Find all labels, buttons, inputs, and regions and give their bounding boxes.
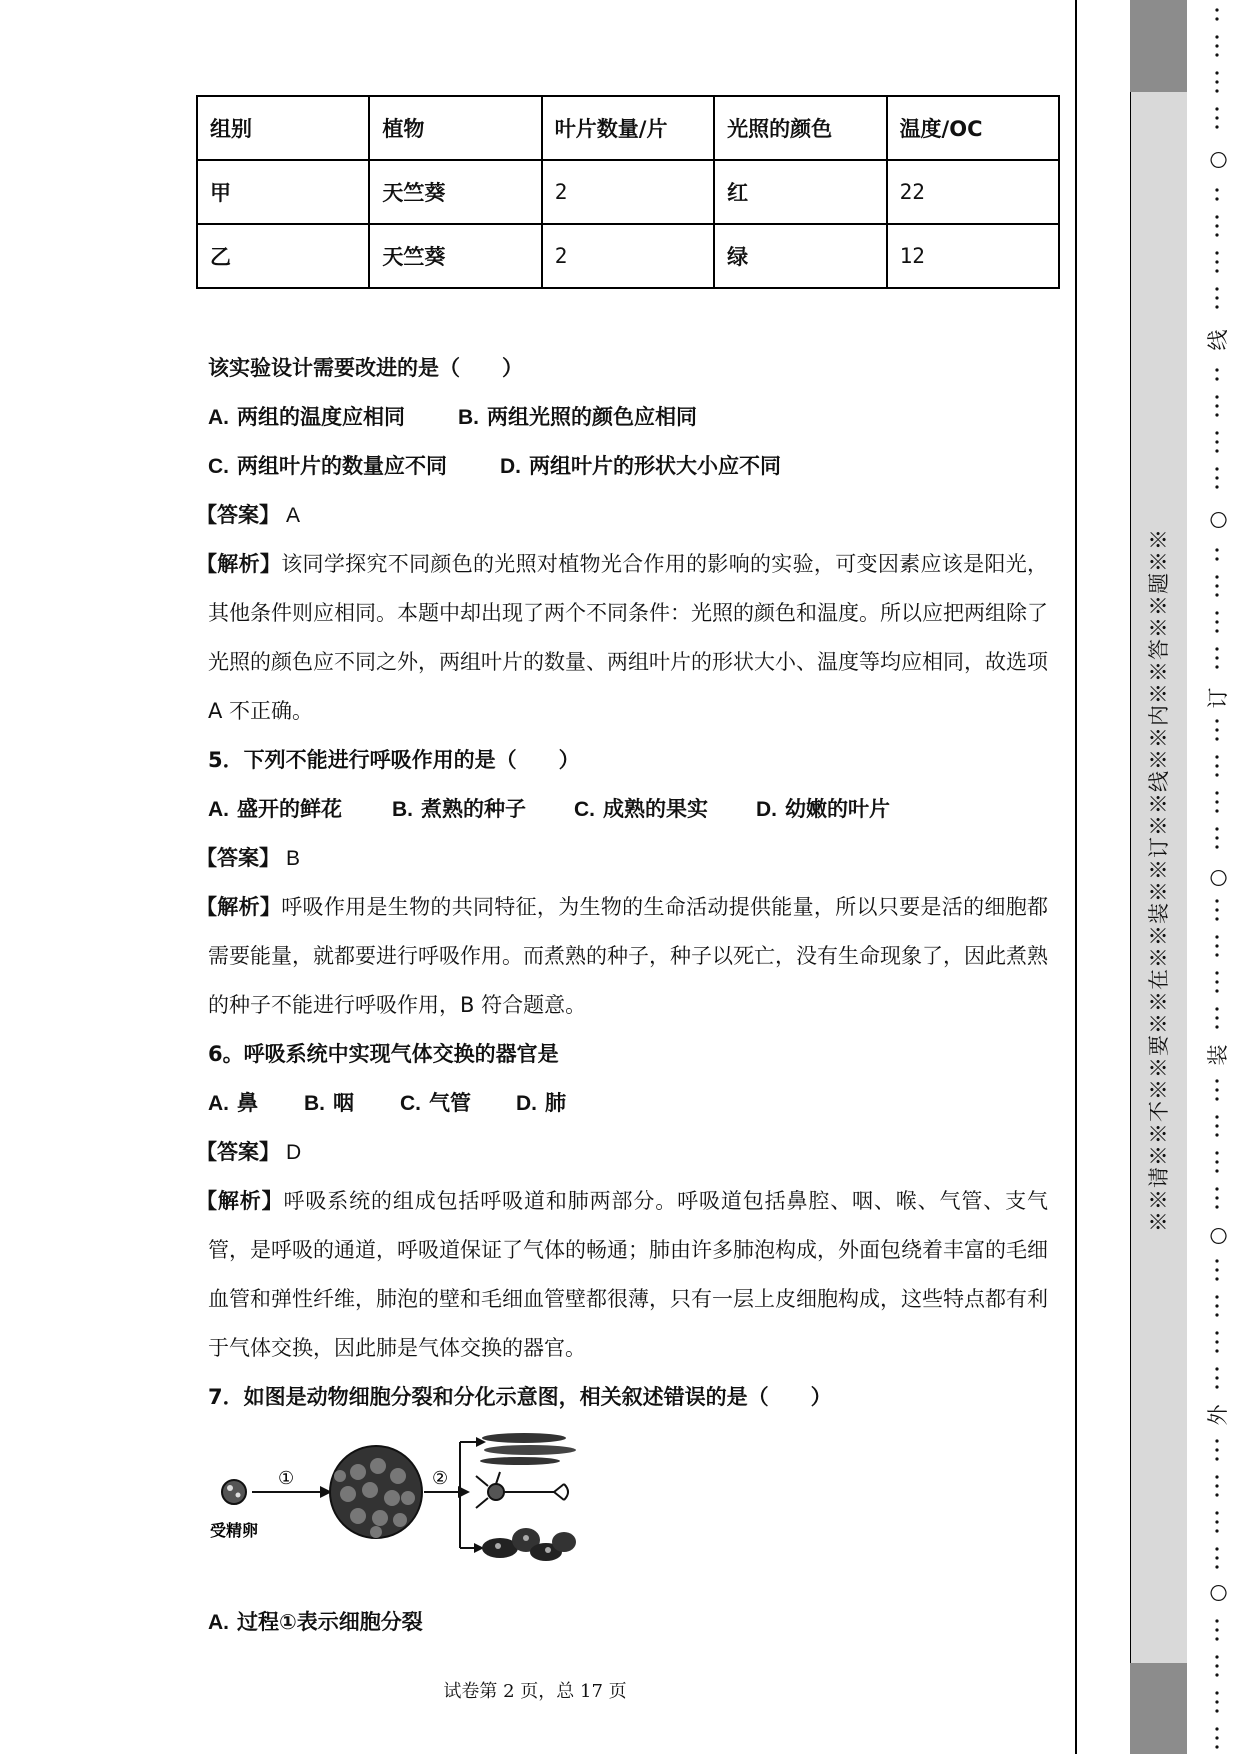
table-header-cell: 光照的颜色 bbox=[714, 96, 886, 160]
binding-dot bbox=[1215, 1556, 1218, 1559]
binding-dot bbox=[1215, 1088, 1218, 1091]
binding-dot bbox=[1215, 467, 1218, 470]
binding-dot bbox=[1215, 1097, 1218, 1100]
binding-dot bbox=[1215, 89, 1218, 92]
binding-dot bbox=[1215, 917, 1218, 920]
answer-value: B bbox=[286, 847, 301, 870]
binding-dot bbox=[1215, 1187, 1218, 1190]
binding-dot bbox=[1215, 1736, 1218, 1739]
binding-dot bbox=[1215, 620, 1218, 623]
binding-dot bbox=[1215, 1547, 1218, 1550]
answer-value: D bbox=[286, 1141, 302, 1164]
table-cell: 绿 bbox=[714, 224, 886, 288]
binding-dot bbox=[1215, 53, 1218, 56]
binding-dot bbox=[1215, 989, 1218, 992]
binding-dot bbox=[1215, 944, 1218, 947]
option-a: A. 过程①表示细胞分裂 bbox=[208, 1610, 423, 1634]
question-7-options bbox=[208, 1598, 1048, 1647]
warning-band-bottom bbox=[1130, 1663, 1187, 1754]
binding-dot bbox=[1215, 305, 1218, 308]
binding-dot bbox=[1215, 1304, 1218, 1307]
binding-dot bbox=[1215, 80, 1218, 83]
binding-dot bbox=[1215, 1115, 1218, 1118]
question-5-answer bbox=[196, 834, 1048, 883]
binding-dot bbox=[1215, 1700, 1218, 1703]
binding-dot bbox=[1215, 1484, 1218, 1487]
binding-dot bbox=[1215, 224, 1218, 227]
binding-warning: ※※请※※不※※要※※在※※装※※订※※线※※内※※答※※题※※ bbox=[1147, 528, 1171, 1232]
table-header-cell: 植物 bbox=[369, 96, 541, 160]
binding-dot bbox=[1215, 548, 1218, 551]
binding-dot bbox=[1215, 1340, 1218, 1343]
binding-dot bbox=[1215, 1376, 1218, 1379]
binding-dot bbox=[1215, 1133, 1218, 1136]
table-header-row bbox=[197, 96, 1059, 160]
tissue-cells-icon bbox=[482, 1528, 576, 1561]
binding-dot bbox=[1215, 1331, 1218, 1334]
binding-circle: ○ bbox=[1205, 1226, 1229, 1246]
option-b: B. 两组光照的颜色应相同 bbox=[458, 405, 697, 429]
binding-dot bbox=[1215, 656, 1218, 659]
question-4-options-row-2 bbox=[208, 442, 1048, 491]
binding-dot bbox=[1215, 440, 1218, 443]
nerve-cell-icon bbox=[476, 1472, 568, 1508]
binding-dot bbox=[1215, 827, 1218, 830]
muscle-cells-icon bbox=[480, 1433, 576, 1465]
binding-dot bbox=[1215, 647, 1218, 650]
binding-dot bbox=[1215, 665, 1218, 668]
binding-dot bbox=[1215, 485, 1218, 488]
option-d: D. 肺 bbox=[516, 1091, 566, 1115]
binding-dot bbox=[1215, 125, 1218, 128]
fertilized-egg-icon bbox=[222, 1480, 246, 1504]
binding-dot bbox=[1215, 1025, 1218, 1028]
question-4-analysis bbox=[196, 540, 1049, 736]
experiment-table bbox=[196, 95, 1060, 289]
binding-dot bbox=[1215, 1448, 1218, 1451]
table-cell: 2 bbox=[542, 160, 714, 224]
binding-dot bbox=[1215, 413, 1218, 416]
binding-dot bbox=[1215, 575, 1218, 578]
binding-dot bbox=[1215, 395, 1218, 398]
option-c: C. 成熟的果实 bbox=[574, 797, 708, 821]
egg-label: 受精卵 bbox=[210, 1521, 259, 1540]
binding-dot bbox=[1215, 1628, 1218, 1631]
table-header-cell: 组别 bbox=[197, 96, 369, 160]
option-a: A. 鼻 bbox=[208, 1091, 258, 1115]
binding-dot bbox=[1215, 1007, 1218, 1010]
binding-dot bbox=[1215, 1520, 1218, 1523]
question-5-analysis bbox=[196, 883, 1049, 1030]
question-6-analysis bbox=[196, 1177, 1049, 1373]
binding-dot bbox=[1215, 1124, 1218, 1127]
option-b: B. 煮熟的种子 bbox=[392, 797, 526, 821]
table-header-cell: 温度/OC bbox=[887, 96, 1059, 160]
question-5-stem: 5．下列不能进行呼吸作用的是（ ） bbox=[208, 748, 580, 772]
binding-dot bbox=[1215, 1295, 1218, 1298]
binding-dot bbox=[1215, 980, 1218, 983]
cell-division-figure bbox=[208, 1428, 608, 1594]
question-content bbox=[196, 344, 1049, 1647]
binding-label-bind: 装 bbox=[1206, 1044, 1230, 1066]
option-d: D. 两组叶片的形状大小应不同 bbox=[500, 454, 781, 478]
option-c: C. 气管 bbox=[400, 1091, 471, 1115]
binding-dot bbox=[1215, 1259, 1218, 1262]
answer-tag: 【答案】 bbox=[196, 846, 280, 870]
binding-dot bbox=[1215, 764, 1218, 767]
table-cell: 甲 bbox=[197, 160, 369, 224]
binding-dot bbox=[1215, 296, 1218, 299]
question-7-stem: 7．如图是动物细胞分裂和分化示意图，相关叙述错误的是（ ） bbox=[208, 1385, 832, 1409]
binding-dot bbox=[1215, 1457, 1218, 1460]
binding-dot bbox=[1215, 233, 1218, 236]
binding-dot bbox=[1215, 1529, 1218, 1532]
binding-dot bbox=[1215, 1637, 1218, 1640]
binding-dot bbox=[1215, 188, 1218, 191]
binding-dot bbox=[1215, 107, 1218, 110]
binding-dot bbox=[1215, 71, 1218, 74]
analysis-tag: 【解析】 bbox=[196, 552, 282, 576]
table-row bbox=[197, 160, 1059, 224]
binding-dot bbox=[1215, 1664, 1218, 1667]
option-c: C. 两组叶片的数量应不同 bbox=[208, 454, 447, 478]
question-4-answer bbox=[196, 491, 1048, 540]
binding-dot bbox=[1215, 719, 1218, 722]
binding-dot bbox=[1215, 1493, 1218, 1496]
binding-dot bbox=[1215, 629, 1218, 632]
binding-dot bbox=[1215, 215, 1218, 218]
binding-dot bbox=[1215, 1169, 1218, 1172]
binding-circle: ○ bbox=[1205, 510, 1229, 530]
binding-dot bbox=[1215, 728, 1218, 731]
page-footer: 试卷第 2 页，总 17 页 bbox=[443, 1681, 627, 1702]
binding-dot bbox=[1215, 116, 1218, 119]
question-6-stem: 6。呼吸系统中实现气体交换的器官是 bbox=[208, 1042, 559, 1066]
binding-dot bbox=[1215, 557, 1218, 560]
table-header-cell: 叶片数量/片 bbox=[542, 96, 714, 160]
binding-label-outer: 外 bbox=[1206, 1404, 1230, 1426]
binding-dot bbox=[1215, 197, 1218, 200]
binding-dot bbox=[1215, 1160, 1218, 1163]
binding-dot bbox=[1215, 737, 1218, 740]
binding-circle: ○ bbox=[1205, 1583, 1229, 1603]
binding-dot bbox=[1215, 755, 1218, 758]
binding-label-line: 线 bbox=[1206, 329, 1230, 351]
binding-dot bbox=[1215, 791, 1218, 794]
binding-dot bbox=[1215, 593, 1218, 596]
binding-dot bbox=[1215, 1205, 1218, 1208]
binding-dot bbox=[1215, 260, 1218, 263]
binding-dot bbox=[1215, 773, 1218, 776]
table-cell: 22 bbox=[887, 160, 1059, 224]
binding-dot bbox=[1215, 845, 1218, 848]
binding-dot bbox=[1215, 1565, 1218, 1568]
binding-dot bbox=[1215, 1673, 1218, 1676]
binding-dot bbox=[1215, 1385, 1218, 1388]
binding-dot bbox=[1215, 1619, 1218, 1622]
binding-dot bbox=[1215, 269, 1218, 272]
binding-dot bbox=[1215, 611, 1218, 614]
binding-dot bbox=[1215, 1727, 1218, 1730]
question-6-options bbox=[208, 1079, 1048, 1128]
binding-dot bbox=[1215, 287, 1218, 290]
binding-circle: ○ bbox=[1205, 150, 1229, 170]
option-d: D. 幼嫩的叶片 bbox=[756, 797, 890, 821]
analysis-tag: 【解析】 bbox=[196, 1189, 284, 1213]
table-cell: 2 bbox=[542, 224, 714, 288]
binding-dot bbox=[1215, 1079, 1218, 1082]
binding-dot bbox=[1215, 1511, 1218, 1514]
binding-dot bbox=[1215, 1268, 1218, 1271]
binding-dot bbox=[1215, 1709, 1218, 1712]
table-cell: 12 bbox=[887, 224, 1059, 288]
table-cell: 红 bbox=[714, 160, 886, 224]
binding-dot bbox=[1215, 1277, 1218, 1280]
binding-dot bbox=[1215, 449, 1218, 452]
table-cell: 乙 bbox=[197, 224, 369, 288]
binding-dot bbox=[1215, 809, 1218, 812]
option-b: B. 咽 bbox=[304, 1091, 354, 1115]
answer-tag: 【答案】 bbox=[196, 503, 280, 527]
step-1-label: ① bbox=[278, 1468, 295, 1489]
binding-dot bbox=[1215, 1439, 1218, 1442]
binding-dot bbox=[1215, 908, 1218, 911]
binding-dot bbox=[1215, 953, 1218, 956]
binding-label-staple: 订 bbox=[1206, 687, 1230, 709]
option-a: A. 两组的温度应相同 bbox=[208, 405, 405, 429]
binding-dot bbox=[1215, 431, 1218, 434]
binding-dot bbox=[1215, 1196, 1218, 1199]
cell-cluster-icon bbox=[330, 1446, 422, 1538]
binding-dot bbox=[1215, 1016, 1218, 1019]
binding-dot bbox=[1215, 1475, 1218, 1478]
answer-tag: 【答案】 bbox=[196, 1140, 280, 1164]
table-row bbox=[197, 224, 1059, 288]
binding-dot bbox=[1215, 1691, 1218, 1694]
binding-dot bbox=[1215, 251, 1218, 254]
question-4-options-row-1 bbox=[208, 393, 1048, 442]
binding-dot bbox=[1215, 17, 1218, 20]
binding-dot bbox=[1215, 971, 1218, 974]
binding-dot bbox=[1215, 800, 1218, 803]
binding-dot bbox=[1215, 1745, 1218, 1748]
binding-dot bbox=[1215, 8, 1218, 11]
binding-dot bbox=[1215, 899, 1218, 902]
binding-dot bbox=[1215, 368, 1218, 371]
analysis-text: 呼吸系统的组成包括呼吸道和肺两部分。呼吸道包括鼻腔、咽、喉、气管、支气管，是呼吸的通道，呼吸道保证了气体的畅通；肺由许多肺泡构成，外面包绕着丰富的毛细血管和弹性纤维，肺泡的壁和毛细血管壁都很薄，只有一层上皮细胞构成，这些特点都有利于气体交换，因此肺是气体交换的器官。 bbox=[208, 1189, 1049, 1360]
step-2-label: ② bbox=[432, 1468, 449, 1489]
binding-dot bbox=[1215, 377, 1218, 380]
binding-dot bbox=[1215, 404, 1218, 407]
table-cell: 天竺葵 bbox=[369, 224, 541, 288]
binding-dot bbox=[1215, 476, 1218, 479]
binding-dot bbox=[1215, 584, 1218, 587]
cell-division-diagram bbox=[208, 1428, 1048, 1594]
option-a: A. 盛开的鲜花 bbox=[208, 797, 342, 821]
binding-dot bbox=[1215, 836, 1218, 839]
table-cell: 天竺葵 bbox=[369, 160, 541, 224]
binding-dot bbox=[1215, 35, 1218, 38]
binding-circle: ○ bbox=[1205, 868, 1229, 888]
analysis-text: 该同学探究不同颜色的光照对植物光合作用的影响的实验，可变因素应该是阳光，其他条件则应相同。本题中却出现了两个不同条件：光照的颜色和温度。所以应把两组除了光照的颜色应不同之外，两组叶片的数量、两组叶片的形状大小、温度等均应相同，故选项 A 不正确。 bbox=[208, 552, 1049, 723]
binding-dot bbox=[1215, 1349, 1218, 1352]
question-5-options bbox=[208, 785, 1048, 834]
question-4-stem: 该实验设计需要改进的是（ ） bbox=[208, 356, 523, 380]
binding-dot bbox=[1215, 1367, 1218, 1370]
binding-dot bbox=[1215, 1655, 1218, 1658]
binding-dot bbox=[1215, 935, 1218, 938]
answer-value: A bbox=[286, 504, 301, 527]
warning-band-top bbox=[1130, 0, 1187, 92]
analysis-text: 呼吸作用是生物的共同特征，为生物的生命活动提供能量，所以只要是活的细胞都需要能量，就都要进行呼吸作用。而煮熟的种子，种子以死亡，没有生命现象了，因此煮熟的种子不能进行呼吸作用，B 符合题意。 bbox=[208, 895, 1049, 1017]
binding-dot bbox=[1215, 1151, 1218, 1154]
binding-dot bbox=[1215, 44, 1218, 47]
analysis-tag: 【解析】 bbox=[196, 895, 282, 919]
binding-dot bbox=[1215, 1313, 1218, 1316]
question-6-answer bbox=[196, 1128, 1048, 1177]
